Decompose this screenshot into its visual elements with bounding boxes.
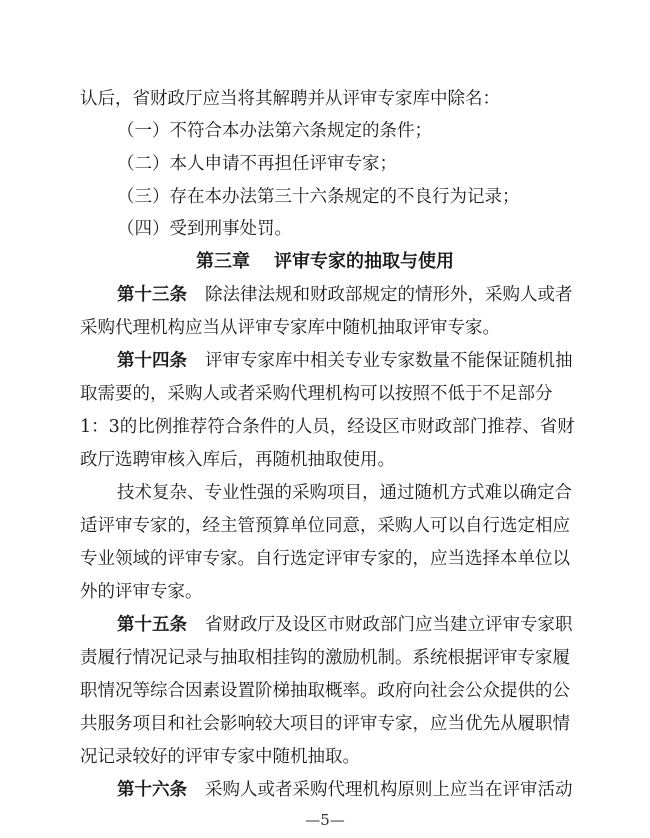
article-16-line-1 — [117, 779, 627, 801]
text-line: 采购代理机构应当从评审专家库中随机抽取评审专家。 — [80, 318, 500, 338]
list-item: （四）受到刑事处罚。 — [117, 219, 292, 239]
article-text: 省财政厅及设区市财政部门应当建立评审专家职 — [205, 615, 573, 635]
list-item: （三）存在本办法第三十六条规定的不良行为记录； — [117, 187, 520, 207]
text-line: 共服务项目和社会影响较大项目的评审专家，应当优先从履职情 — [80, 714, 570, 734]
article-14-line-1 — [117, 350, 627, 372]
text-line: 专业领域的评审专家。自行选定评审专家的，应当选择本单位以 — [80, 549, 570, 569]
text-line: 职情况等综合因素设置阶梯抽取概率。政府向社会公众提供的公 — [80, 681, 570, 701]
article-label: 第十四条 — [117, 351, 187, 371]
text-line: 1：3的比例推荐符合条件的人员，经设区市财政部门推荐、省财 — [80, 417, 575, 437]
text-line: 技术复杂、专业性强的采购项目，通过随机方式难以确定合 — [117, 483, 572, 503]
article-label: 第十六条 — [117, 780, 187, 800]
list-item: （一）不符合本办法第六条规定的条件； — [117, 121, 432, 141]
article-text: 评审专家库中相关专业专家数量不能保证随机抽 — [205, 351, 573, 371]
chapter-number: 第三章 — [196, 251, 250, 272]
chapter-title: 评审专家的抽取与使用 — [274, 251, 454, 272]
article-13-line-1 — [117, 284, 627, 306]
text-line: 适评审专家的，经主管预算单位同意，采购人可以自行选定相应 — [80, 516, 570, 536]
article-label: 第十三条 — [117, 285, 187, 305]
article-label: 第十五条 — [117, 615, 187, 635]
text-line: 取需要的，采购人或者采购代理机构可以按照不低于不足部分 — [80, 384, 553, 404]
article-text: 采购人或者采购代理机构原则上应当在评审活动 — [205, 780, 573, 800]
text-line: 外的评审专家。 — [80, 582, 203, 602]
article-15-line-1 — [117, 614, 627, 636]
text-line: 政厅选聘审核入库后，再随机抽取使用。 — [80, 450, 395, 470]
list-item: （二）本人申请不再担任评审专家； — [117, 154, 397, 174]
chapter-heading — [0, 251, 650, 273]
text-line: 责履行情况记录与抽取相挂钩的激励机制。系统根据评审专家履 — [80, 648, 570, 668]
text-line: 况记录较好的评审专家中随机抽取。 — [80, 747, 360, 767]
page-number: —5— — [305, 811, 345, 829]
text-line: 认后，省财政厅应当将其解聘并从评审专家库中除名： — [80, 89, 500, 109]
article-text: 除法律法规和财政部规定的情形外，采购人或者 — [205, 285, 573, 305]
